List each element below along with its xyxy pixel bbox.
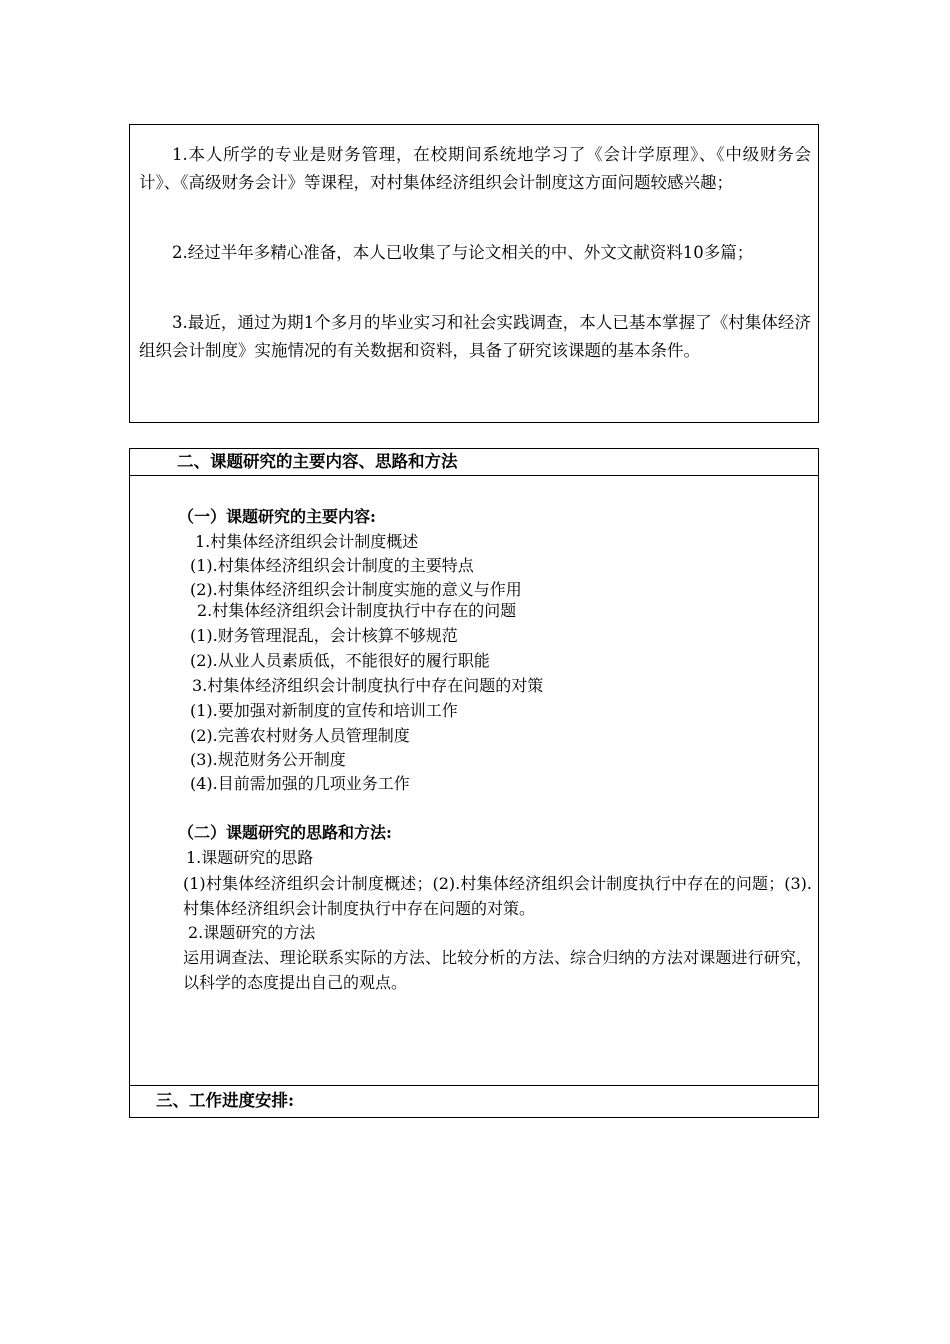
section2-heading: 二、课题研究的主要内容、思路和方法 <box>130 449 818 476</box>
research-content-box <box>129 448 819 1118</box>
content-item: (2).村集体经济组织会计制度实施的意义与作用 <box>190 580 522 599</box>
basis-paragraph-2: 2.经过半年多精心准备，本人已收集了与论文相关的中、外文文献资料10多篇； <box>172 243 754 262</box>
content-item: (4).目前需加强的几项业务工作 <box>190 774 410 793</box>
content-item: (2).从业人员素质低，不能很好的履行职能 <box>190 651 490 670</box>
research-basis-box <box>129 124 819 423</box>
content-item: (1).要加强对新制度的宣传和培训工作 <box>190 701 458 720</box>
basis-paragraph-1: 1.本人所学的专业是财务管理，在校期间系统地学习了《会计学原理》、《中级财务会计》、《高级财务会计》等课程，对村集体经济组织会计制度这方面问题较感兴趣； <box>139 145 811 192</box>
approach-text-2: 运用调查法、理论联系实际的方法、比较分析的方法、综合归纳的方法对课题进行研究，以科学的态度提出自己的观点。 <box>183 948 812 992</box>
content-item: (1).财务管理混乱，会计核算不够规范 <box>190 626 458 645</box>
basis-paragraph-3: 3.最近，通过为期1个多月的毕业实习和社会实践调查，本人已基本掌握了《村集体经济组织会计制度》实施情况的有关数据和资料，具备了研究该课题的基本条件。 <box>139 313 811 360</box>
content-item: 1.村集体经济组织会计制度概述 <box>195 532 419 551</box>
approach-subtitle-2: 2.课题研究的方法 <box>188 923 316 942</box>
content-item: (2).完善农村财务人员管理制度 <box>190 726 410 745</box>
content-item: (1).村集体经济组织会计制度的主要特点 <box>190 556 474 575</box>
content-item: 3.村集体经济组织会计制度执行中存在问题的对策 <box>192 676 544 695</box>
approach-title: （二）课题研究的思路和方法: <box>178 823 392 842</box>
approach-subtitle-1: 1.课题研究的思路 <box>186 848 314 867</box>
content-item: (3).规范财务公开制度 <box>190 750 346 769</box>
approach-text-1: (1)村集体经济组织会计制度概述；(2).村集体经济组织会计制度执行中存在的问题；(3).村集体经济组织会计制度执行中存在问题的对策。 <box>183 874 812 918</box>
content-item: 2.村集体经济组织会计制度执行中存在的问题 <box>197 601 517 620</box>
section3-heading: 三、工作进度安排: <box>130 1085 818 1117</box>
content-title: （一）课题研究的主要内容: <box>178 507 376 526</box>
